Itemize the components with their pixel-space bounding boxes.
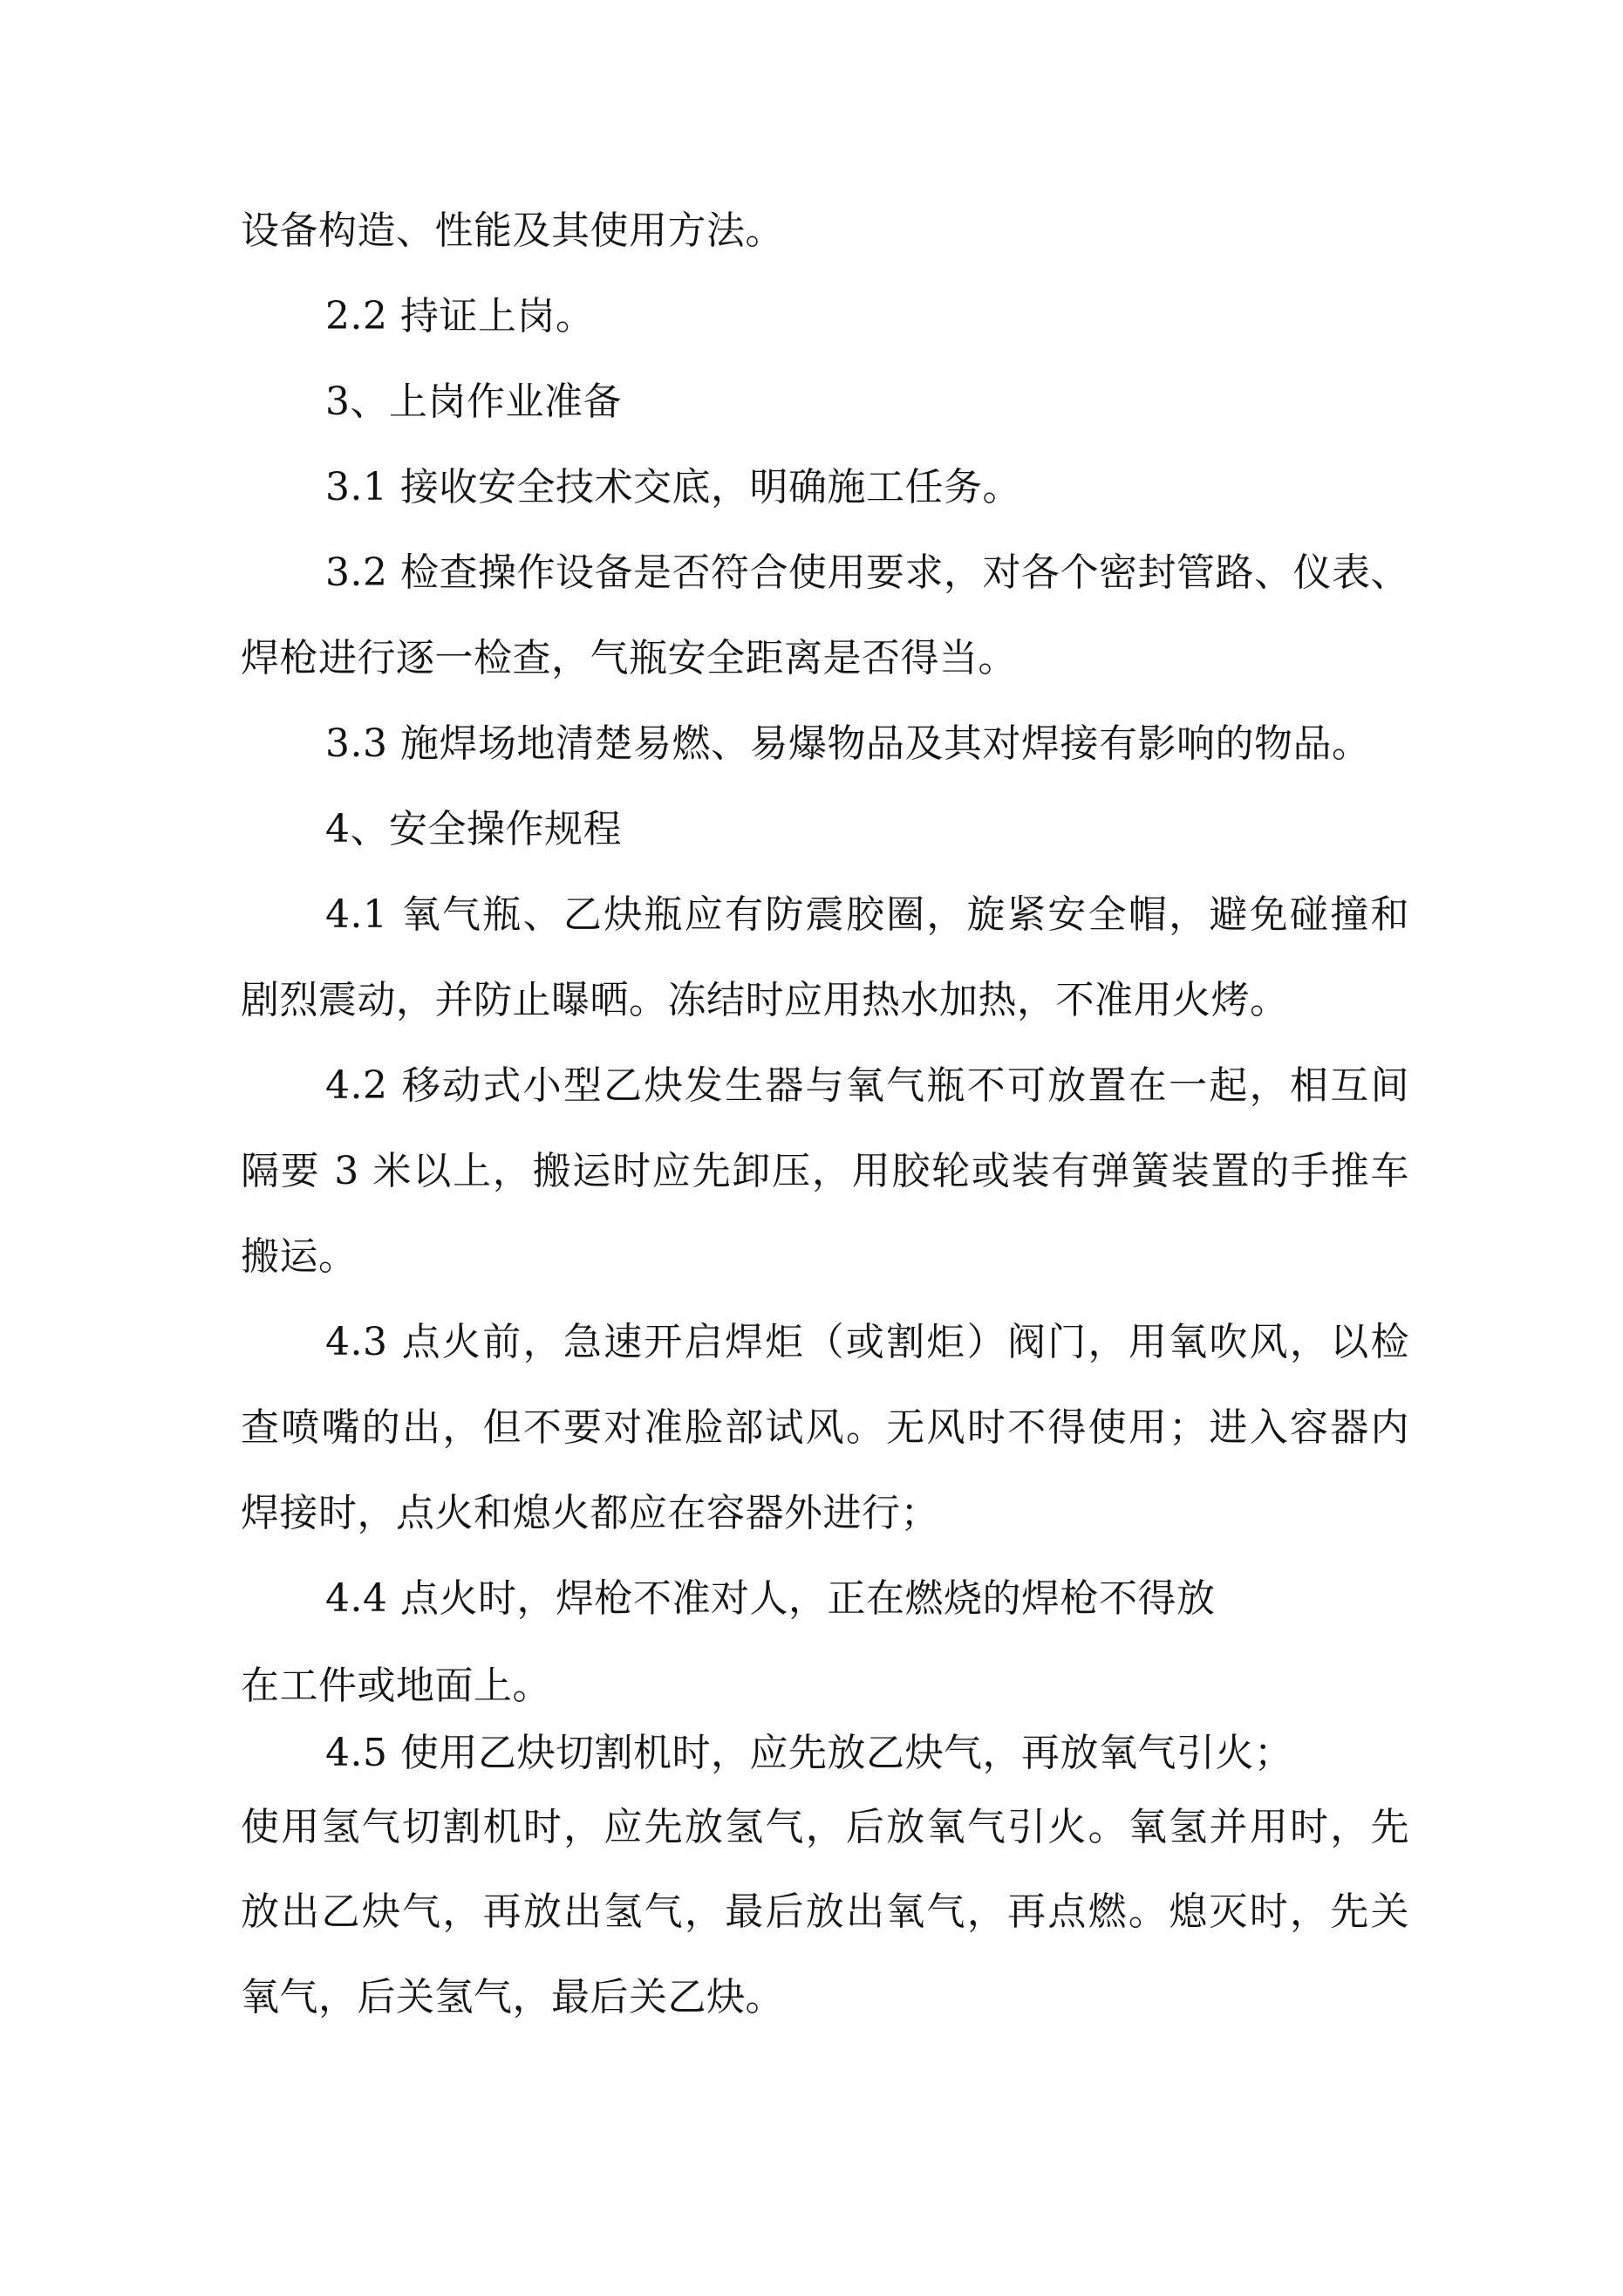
text-line-2: 2.2 持证上岗。 bbox=[325, 294, 595, 338]
text-line-6: 焊枪进行逐一检查，气瓶安全距离是否得当。 bbox=[241, 636, 1017, 680]
text-line-12: 隔要 3 米以上，搬运时应先卸压，用胶轮或装有弹簧装置的手推车 bbox=[241, 1149, 1409, 1193]
text-line-7: 3.3 施焊场地清楚易燃、易爆物品及其对焊接有影响的物品。 bbox=[325, 721, 1371, 766]
section-heading-4: 4、安全操作规程 bbox=[325, 807, 622, 851]
text-line-10: 剧烈震动，并防止曝晒。冻结时应用热水加热，不准用火烤。 bbox=[241, 978, 1289, 1022]
text-line-22: 氧气，后关氢气，最后关乙炔。 bbox=[241, 1975, 784, 2019]
text-line-4: 3.1 接收安全技术交底，明确施工任务。 bbox=[325, 465, 1021, 509]
text-line-17: 4.4 点火时，焊枪不准对人，正在燃烧的焊枪不得放 bbox=[325, 1576, 1216, 1621]
text-line-21: 放出乙炔气，再放出氢气，最后放出氧气，再点燃。熄灭时，先关 bbox=[241, 1889, 1409, 1934]
text-line-18: 在工件或地面上。 bbox=[241, 1664, 551, 1708]
text-line-13: 搬运。 bbox=[241, 1234, 358, 1279]
text-line-20: 使用氢气切割机时，应先放氢气，后放氧气引火。氧氢并用时，先 bbox=[241, 1805, 1409, 1849]
text-line-15: 查喷嘴的出，但不要对准脸部试风。无风时不得使用；进入容器内 bbox=[241, 1405, 1409, 1450]
text-line-14: 4.3 点火前，急速开启焊炬（或割炬）阀门，用氧吹风，以检 bbox=[325, 1320, 1409, 1364]
text-line-1: 设备构造、性能及其使用方法。 bbox=[241, 208, 784, 253]
text-line-16: 焊接时，点火和熄火都应在容器外进行； bbox=[241, 1491, 939, 1535]
text-line-19: 4.5 使用乙炔切割机时，应先放乙炔气，再放氧气引火； bbox=[325, 1731, 1293, 1775]
text-line-11: 4.2 移动式小型乙炔发生器与氧气瓶不可放置在一起，相互间 bbox=[325, 1063, 1409, 1108]
text-line-9: 4.1 氧气瓶、乙炔瓶应有防震胶圈，旋紧安全帽，避免碰撞和 bbox=[325, 892, 1409, 937]
text-line-5: 3.2 检查操作设备是否符合使用要求，对各个密封管路、仪表、 bbox=[325, 550, 1409, 595]
section-heading-3: 3、上岗作业准备 bbox=[325, 379, 622, 424]
